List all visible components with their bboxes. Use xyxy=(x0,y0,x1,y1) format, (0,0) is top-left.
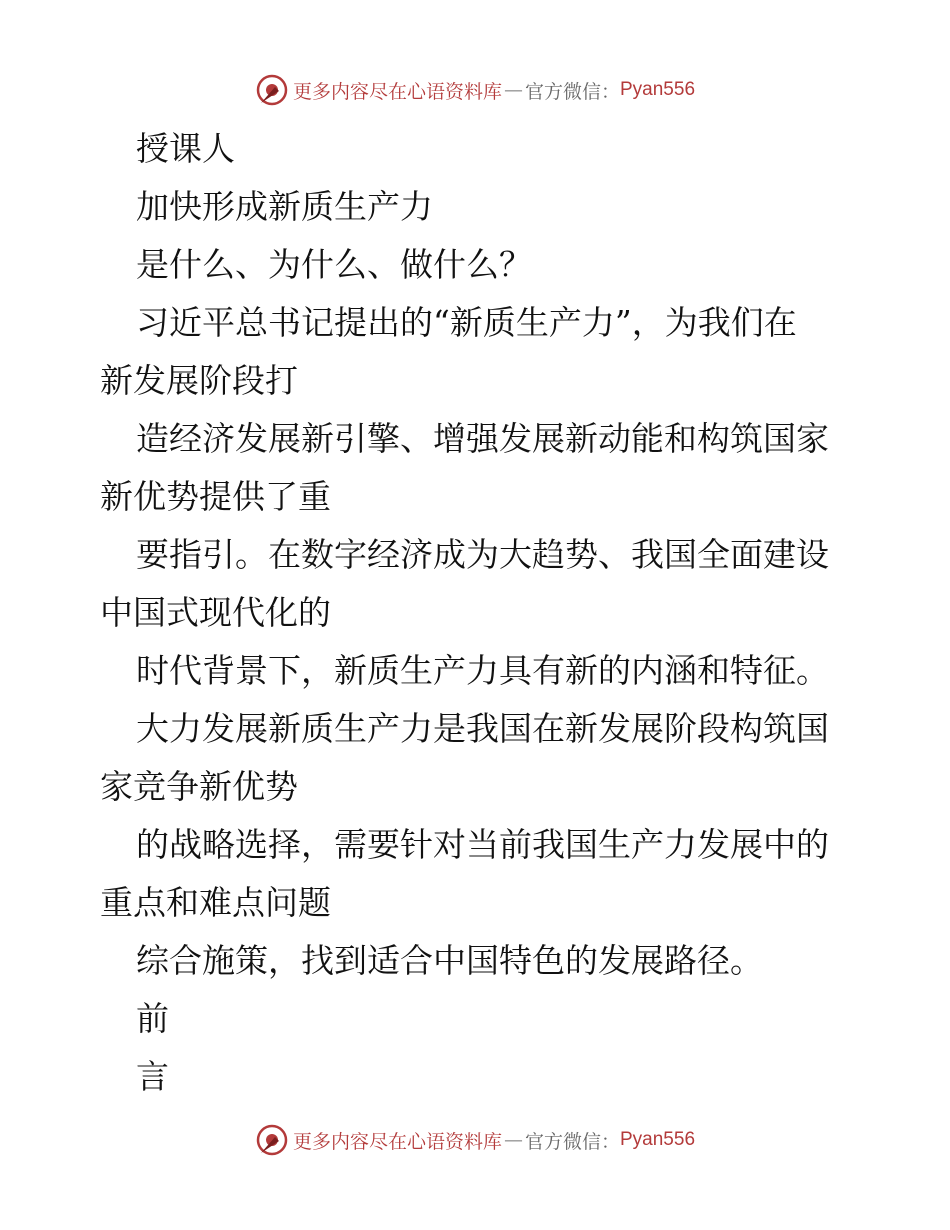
text-line: 要指引。在数字经济成为大趋势、我国全面建设 xyxy=(136,535,829,574)
banner-wechat-id: Pyan556 xyxy=(620,79,696,100)
text-line: 加快形成新质生产力 xyxy=(136,187,433,226)
text-line: 造经济发展新引擎、增强发展新动能和构筑国家 xyxy=(136,419,829,458)
text-line: 是什么、为什么、做什么？ xyxy=(136,245,532,284)
text-line: 授课人 xyxy=(136,129,235,168)
text-line: 习近平总书记提出的“新质生产力”，为我们在 xyxy=(136,303,797,342)
banner-text: 更多内容尽在心语资料库 xyxy=(292,1130,502,1153)
banner-text: 更多内容尽在心语资料库 xyxy=(292,80,502,103)
text-line: 新优势提供了重 xyxy=(100,477,331,516)
text-line: 的战略选择，需要针对当前我国生产力发展中的 xyxy=(136,825,829,864)
text-line: 重点和难点问题 xyxy=(100,883,331,922)
text-line: 时代背景下，新质生产力具有新的内涵和特征。 xyxy=(136,651,829,690)
banner-wechat-label: 官方微信： xyxy=(524,80,620,103)
text-line: 综合施策，找到适合中国特色的发展路径。 xyxy=(136,941,763,980)
text-line: 新发展阶段打 xyxy=(100,361,298,400)
banner-wechat-id: Pyan556 xyxy=(620,1129,696,1150)
banner-wechat-label: 官方微信： xyxy=(524,1130,620,1153)
banner-dash: — xyxy=(503,1129,523,1151)
header-watermark-banner xyxy=(0,70,950,110)
text-line: 大力发展新质生产力是我国在新发展阶段构筑国 xyxy=(136,709,829,748)
text-line: 言 xyxy=(136,1057,169,1096)
text-line: 中国式现代化的 xyxy=(100,593,331,632)
banner-dash: — xyxy=(503,79,523,101)
document-body xyxy=(100,120,860,1106)
pen-logo-icon xyxy=(255,73,289,107)
footer-watermark-banner xyxy=(0,1120,950,1160)
pen-logo-icon xyxy=(255,1123,289,1157)
text-line: 家竞争新优势 xyxy=(100,767,298,806)
text-line: 前 xyxy=(136,999,169,1038)
